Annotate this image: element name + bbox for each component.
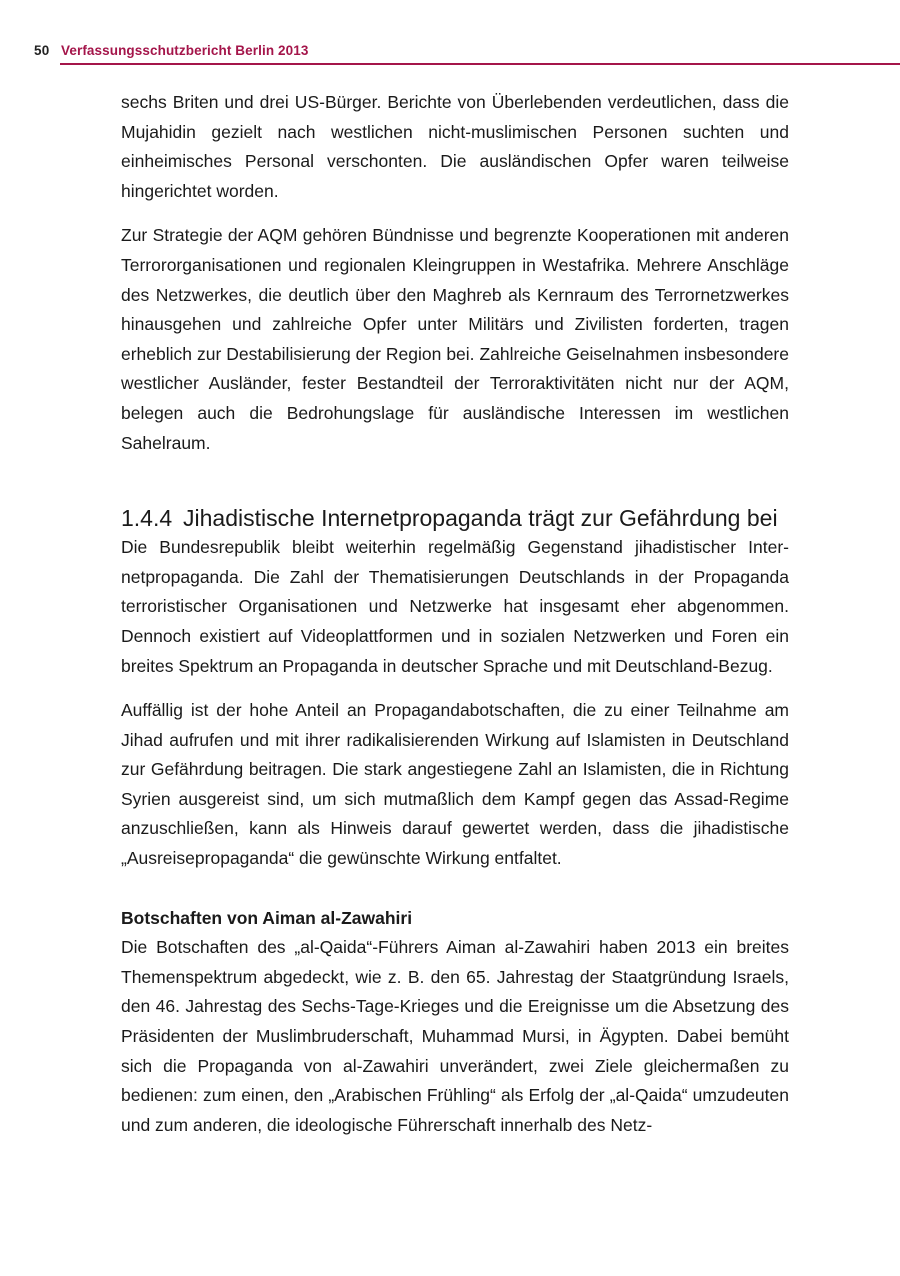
- section-title: Jihadistische Internetpropaganda trägt zur Gefährdung bei: [183, 505, 778, 532]
- paragraph-intro-1: sechs Briten und drei US-Bürger. Berichte von Überlebenden verdeutlichen, dass die Mujahidin gezielt nach westlichen nicht-muslimischen Personen suchten und einheimisches Personal verschonten. Die ausländischen Opfer waren teilweise hingerichtet worden.: [121, 92, 789, 201]
- main-content: [121, 88, 789, 1140]
- page-header: [34, 40, 900, 62]
- subheading: Botschaften von Aiman al-Zawahiri: [121, 907, 413, 928]
- page-number: 50: [34, 43, 50, 58]
- section-number: 1.4.4: [121, 505, 173, 532]
- header-rule: [60, 63, 900, 65]
- section-heading: [121, 504, 789, 533]
- running-title: Verfassungsschutzbericht Berlin 2013: [61, 43, 309, 58]
- paragraph-section-1: Die Bundesrepublik bleibt weiterhin regelmäßig Gegenstand jihadistischer Internetpropaganda. Die Zahl der Thematisierungen Deutschlands in der Propaganda terroristischer Organisationen und Netzwerke hat insgesamt eher abgenommen. Dennoch existiert auf Videoplattformen und in sozialen Netzwerken und Foren ein breites Spektrum an Propaganda in deutscher Sprache und mit Deutschland-Bezug.: [121, 537, 789, 676]
- paragraph-zawahiri: Die Botschaften des „al-Qaida“-Führers Aiman al-Zawahiri haben 2013 ein breites Themenspektrum abgedeckt, wie z. B. den 65. Jahrestag der Staatgründung Israels, den 46. Jahrestag des Sechs-Tage-Krieges und die Ereignisse um die Absetzung des Präsidenten der Muslimbruderschaft, Muhammad Mursi, in Ägypten. Dabei bemüht sich die Propaganda von al-Zawahiri unverändert, zwei Ziele gleichermaßen zu bedienen: zum einen, den „Arabischen Frühling“ als Erfolg der „al-Qaida“ umzudeuten und zum anderen, die ideologische Führerschaft innerhalb des Netz-: [121, 937, 789, 1135]
- paragraph-section-2: Auffällig ist der hohe Anteil an Propagandabotschaften, die zu einer Teilnahme am Jihad aufrufen und mit ihrer radikalisierenden Wirkung auf Islamisten in Deutschland zur Gefährdung beitragen. Die stark angestiegene Zahl an Islamisten, die in Richtung Syrien ausgereist sind, um sich mutmaßlich dem Kampf gegen das Assad-Regime anzuschließen, kann als Hinweis darauf gewertet werden, dass die jihadistische „Ausreisepropaganda“ die gewünschte Wirkung entfaltet.: [121, 700, 789, 869]
- paragraph-intro-2: Zur Strategie der AQM gehören Bündnisse und begrenzte Kooperationen mit anderen Terrororganisationen und regionalen Kleingruppen in Westafrika. Mehrere Anschläge des Netzwerkes, die deutlich über den Maghreb als Kernraum des Terrornetzwerkes hinausgehen und zahlreiche Opfer unter Militärs und Zivilisten forderten, tragen erheblich zur Destabilisierung der Region bei. Zahlreiche Geiselnahmen insbesondere westlicher Ausländer, fester Bestandteil der Terroraktivitäten nicht nur der AQM, belegen auch die Bedrohungslage für ausländische Interessen im westlichen Sahelraum.: [121, 225, 789, 453]
